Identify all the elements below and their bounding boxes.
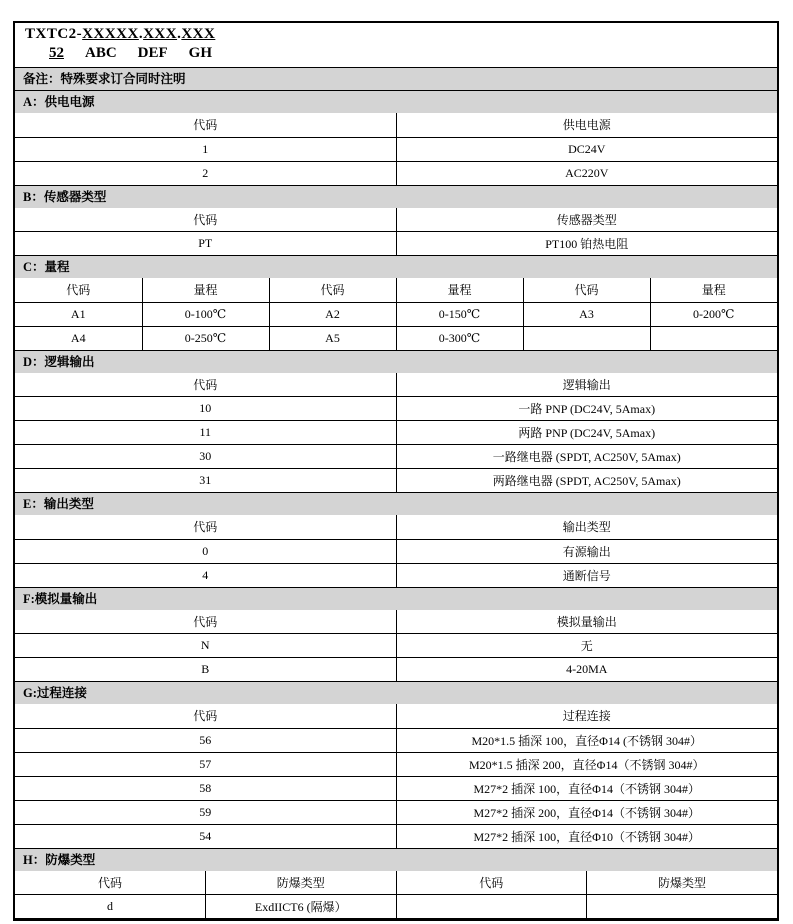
note-row: 备注：特殊要求订合同时注明 [15, 68, 777, 91]
section-header: C：量程 [15, 256, 777, 278]
table-cell: 0-300℃ [396, 326, 523, 350]
table-cell: 4 [15, 563, 396, 587]
table-row [15, 563, 777, 587]
column-header-row [15, 704, 777, 728]
column-header-row [15, 515, 777, 539]
model-number-line [25, 25, 767, 44]
table-cell: M27*2 插深 100，直径Φ10（不锈钢 304#） [396, 824, 777, 848]
table-cell: A4 [15, 326, 142, 350]
table-cell: 30 [15, 445, 396, 469]
section-header: A：供电电源 [15, 91, 777, 113]
table-cell: 58 [15, 776, 396, 800]
table-row [15, 800, 777, 824]
table-cell: N [15, 634, 396, 658]
table-cell: A3 [523, 302, 650, 326]
table-cell: ExdIICT6 (隔爆） [206, 895, 397, 919]
table-cell: 31 [15, 469, 396, 493]
table-row [15, 469, 777, 493]
table-cell: 54 [15, 824, 396, 848]
column-header-cell: 量程 [142, 278, 269, 302]
model-text-part: XXX [143, 26, 178, 42]
column-header-cell: 代码 [15, 515, 396, 539]
section-header: G:过程连接 [15, 682, 777, 704]
table-cell: 1 [15, 137, 396, 161]
table-cell: 有源输出 [396, 539, 777, 563]
column-header-cell: 代码 [523, 278, 650, 302]
model-text-part: TXTC2- [25, 26, 83, 42]
section-table [15, 113, 777, 186]
column-header-row [15, 871, 777, 895]
table-cell: PT100 铂热电阻 [396, 232, 777, 256]
table-cell: 10 [15, 397, 396, 421]
column-header-cell: 代码 [396, 871, 587, 895]
table-row [15, 161, 777, 185]
column-header-cell: 代码 [15, 113, 396, 137]
table-row [15, 445, 777, 469]
column-header-cell: 传感器类型 [396, 208, 777, 232]
table-cell: 59 [15, 800, 396, 824]
column-header-cell: 防爆类型 [587, 871, 778, 895]
table-cell: A5 [269, 326, 396, 350]
table-cell: PT [15, 232, 396, 256]
model-text-part: GH [188, 45, 213, 61]
column-header-cell: 代码 [15, 704, 396, 728]
table-row [15, 895, 777, 919]
table-row [15, 539, 777, 563]
table-row [15, 326, 777, 350]
section-table [15, 704, 777, 849]
table-cell: DC24V [396, 137, 777, 161]
table-cell: A2 [269, 302, 396, 326]
table-cell: 通断信号 [396, 563, 777, 587]
model-code-line [25, 44, 767, 63]
section-table [15, 610, 777, 683]
table-cell: 11 [15, 421, 396, 445]
table-cell [396, 895, 587, 919]
table-cell: B [15, 658, 396, 682]
column-header-cell: 防爆类型 [206, 871, 397, 895]
table-cell: 无 [396, 634, 777, 658]
table-cell: 57 [15, 752, 396, 776]
section-header: E：输出类型 [15, 493, 777, 515]
column-header-row [15, 373, 777, 397]
model-number-cell [15, 23, 777, 68]
table-cell: 0-150℃ [396, 302, 523, 326]
section-header: F:模拟量输出 [15, 588, 777, 610]
column-header-cell: 代码 [15, 278, 142, 302]
table-cell: A1 [15, 302, 142, 326]
column-header-cell: 供电电源 [396, 113, 777, 137]
table-cell: 0 [15, 539, 396, 563]
table-cell: 0-100℃ [142, 302, 269, 326]
section-table [15, 208, 777, 257]
section-header: D：逻辑输出 [15, 351, 777, 373]
section-table [15, 373, 777, 494]
table-cell: 4-20MA [396, 658, 777, 682]
table-row [15, 634, 777, 658]
table-cell: M27*2 插深 100，直径Φ14（不锈钢 304#） [396, 776, 777, 800]
column-header-row [15, 208, 777, 232]
section-table [15, 278, 777, 351]
model-text-part: 52 [49, 45, 64, 61]
table-row [15, 232, 777, 256]
table-row [15, 658, 777, 682]
table-row [15, 421, 777, 445]
column-header-cell: 逻辑输出 [396, 373, 777, 397]
table-row [15, 824, 777, 848]
table-cell: M27*2 插深 200，直径Φ14（不锈钢 304#） [396, 800, 777, 824]
model-text-part: XXX [181, 26, 216, 42]
table-row [15, 302, 777, 326]
table-cell: 一路继电器 (SPDT, AC250V, 5Amax) [396, 445, 777, 469]
column-header-cell: 输出类型 [396, 515, 777, 539]
spec-table [13, 21, 779, 921]
table-row [15, 776, 777, 800]
table-cell: M20*1.5 插深 200，直径Φ14（不锈钢 304#） [396, 752, 777, 776]
column-header-cell: 过程连接 [396, 704, 777, 728]
model-text-part: XXXXX [82, 26, 139, 42]
section-table [15, 871, 777, 920]
column-header-cell: 代码 [15, 208, 396, 232]
table-cell: 2 [15, 161, 396, 185]
sections-container [15, 91, 777, 919]
table-cell: 一路 PNP (DC24V, 5Amax) [396, 397, 777, 421]
column-header-row [15, 278, 777, 302]
table-cell [523, 326, 650, 350]
table-row [15, 728, 777, 752]
section-header: H：防爆类型 [15, 849, 777, 871]
column-header-cell: 代码 [269, 278, 396, 302]
table-row [15, 137, 777, 161]
column-header-cell: 代码 [15, 610, 396, 634]
model-text-part: . [138, 26, 144, 42]
table-cell: 56 [15, 728, 396, 752]
section-table [15, 515, 777, 588]
table-cell: 两路 PNP (DC24V, 5Amax) [396, 421, 777, 445]
table-cell: 0-250℃ [142, 326, 269, 350]
model-text-part: . [177, 26, 182, 42]
model-text-part: DEF [137, 45, 168, 61]
column-header-row [15, 113, 777, 137]
model-text-part: ABC [85, 45, 117, 61]
table-cell: AC220V [396, 161, 777, 185]
section-header: B：传感器类型 [15, 186, 777, 208]
table-cell: 0-200℃ [650, 302, 777, 326]
column-header-cell: 代码 [15, 871, 206, 895]
column-header-cell: 模拟量输出 [396, 610, 777, 634]
column-header-cell: 代码 [15, 373, 396, 397]
table-cell: M20*1.5 插深 100，直径Φ14 (不锈钢 304#） [396, 728, 777, 752]
table-row [15, 397, 777, 421]
column-header-row [15, 610, 777, 634]
column-header-cell: 量程 [650, 278, 777, 302]
table-cell: d [15, 895, 206, 919]
column-header-cell: 量程 [396, 278, 523, 302]
table-cell [650, 326, 777, 350]
table-cell [587, 895, 778, 919]
table-cell: 两路继电器 (SPDT, AC250V, 5Amax) [396, 469, 777, 493]
table-row [15, 752, 777, 776]
